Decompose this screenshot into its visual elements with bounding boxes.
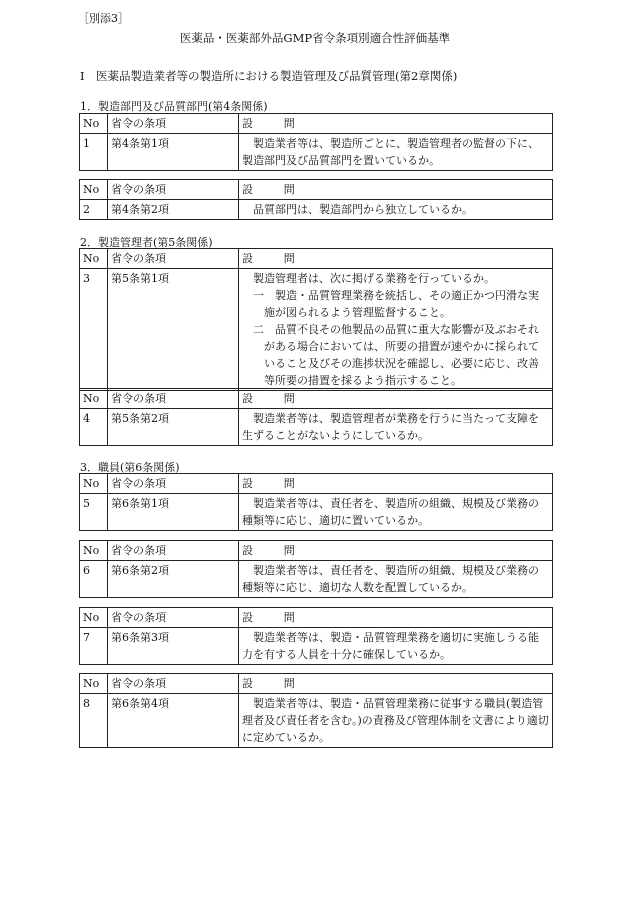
col-header-article: 省令の条項 <box>108 608 239 628</box>
col-header-article: 省令の条項 <box>108 114 239 134</box>
question-table-6 <box>79 540 553 598</box>
col-header-no: No <box>80 541 108 561</box>
question-table-2 <box>79 179 553 220</box>
question-table-5 <box>79 473 553 531</box>
question-table-4 <box>79 388 553 446</box>
col-header-no: No <box>80 389 108 409</box>
item-no: 4 <box>80 409 108 446</box>
item-article: 第6条第4項 <box>108 694 239 748</box>
item-article: 第6条第1項 <box>108 494 239 531</box>
item-question: 製造業者等は、製造・品質管理業務に従事する職員(製造管理者及び責任者を含む。)の責務及び管理体制を文書により適切に定めているか。 <box>239 694 553 748</box>
col-header-article: 省令の条項 <box>108 389 239 409</box>
item-article: 第4条第2項 <box>108 200 239 220</box>
item-question: 品質部門は、製造部門から独立しているか。 <box>239 200 553 220</box>
question-table-3 <box>79 248 553 391</box>
col-header-question: 設 問 <box>239 114 553 134</box>
item-no: 8 <box>80 694 108 748</box>
item-article: 第5条第2項 <box>108 409 239 446</box>
item-no: 7 <box>80 628 108 665</box>
item-article: 第4条第1項 <box>108 134 239 171</box>
col-header-article: 省令の条項 <box>108 180 239 200</box>
col-header-question: 設 問 <box>239 608 553 628</box>
section-heading-1: 1．製造部門及び品質部門(第4条関係) <box>80 100 268 113</box>
col-header-article: 省令の条項 <box>108 249 239 269</box>
item-question-line: 製造管理者は、次に掲げる業務を行っているか。 <box>253 272 495 285</box>
item-article: 第6条第3項 <box>108 628 239 665</box>
question-table-8 <box>79 673 553 748</box>
chapter-heading: Ⅰ 医薬品製造業者等の製造所における製造管理及び品質管理(第2章関係) <box>80 69 458 83</box>
question-table-7 <box>79 607 553 665</box>
item-subclause-1: 一 製造・品質管理業務を統括し、その適正かつ円滑な実施が図られるよう管理監督すること。 <box>253 289 539 319</box>
col-header-no: No <box>80 474 108 494</box>
section-heading-2: 2．製造管理者(第5条関係) <box>80 236 213 249</box>
col-header-question: 設 問 <box>239 541 553 561</box>
item-question: 製造業者等は、責任者を、製造所の組織、規模及び業務の種類等に応じ、適切な人数を配置しているか。 <box>239 561 553 598</box>
item-question: 製造業者等は、責任者を、製造所の組織、規模及び業務の種類等に応じ、適切に置いているか。 <box>239 494 553 531</box>
item-subclause-2: 二 品質不良その他製品の品質に重大な影響が及ぶおそれがある場合においては、所要の措置が速やかに採られていること及びその進捗状況を確認し、必要に応じ、改善等所要の措置を採るよう指示すること。 <box>253 323 539 387</box>
col-header-question: 設 問 <box>239 674 553 694</box>
col-header-article: 省令の条項 <box>108 674 239 694</box>
col-header-no: No <box>80 180 108 200</box>
item-no: 3 <box>80 269 108 391</box>
col-header-question: 設 問 <box>239 474 553 494</box>
item-no: 2 <box>80 200 108 220</box>
item-no: 5 <box>80 494 108 531</box>
col-header-no: No <box>80 249 108 269</box>
question-table-1 <box>79 113 553 171</box>
col-header-question: 設 問 <box>239 180 553 200</box>
item-article: 第5条第1項 <box>108 269 239 391</box>
item-article: 第6条第2項 <box>108 561 239 598</box>
col-header-article: 省令の条項 <box>108 474 239 494</box>
item-no: 6 <box>80 561 108 598</box>
page-title: 医薬品・医薬部外品GMP省令条項別適合性評価基準 <box>179 31 451 45</box>
section-heading-3: 3．職員(第6条関係) <box>80 461 180 474</box>
item-question: 製造業者等は、製造管理者が業務を行うに当たって支障を生ずることがないようにしているか。 <box>239 409 553 446</box>
col-header-article: 省令の条項 <box>108 541 239 561</box>
attachment-label: ［別添3］ <box>78 12 129 25</box>
item-question <box>239 269 553 391</box>
item-question: 製造業者等は、製造所ごとに、製造管理者の監督の下に、製造部門及び品質部門を置いているか。 <box>239 134 553 171</box>
col-header-no: No <box>80 114 108 134</box>
col-header-no: No <box>80 608 108 628</box>
col-header-question: 設 問 <box>239 389 553 409</box>
item-no: 1 <box>80 134 108 171</box>
col-header-no: No <box>80 674 108 694</box>
col-header-question: 設 問 <box>239 249 553 269</box>
item-question: 製造業者等は、製造・品質管理業務を適切に実施しうる能力を有する人員を十分に確保しているか。 <box>239 628 553 665</box>
